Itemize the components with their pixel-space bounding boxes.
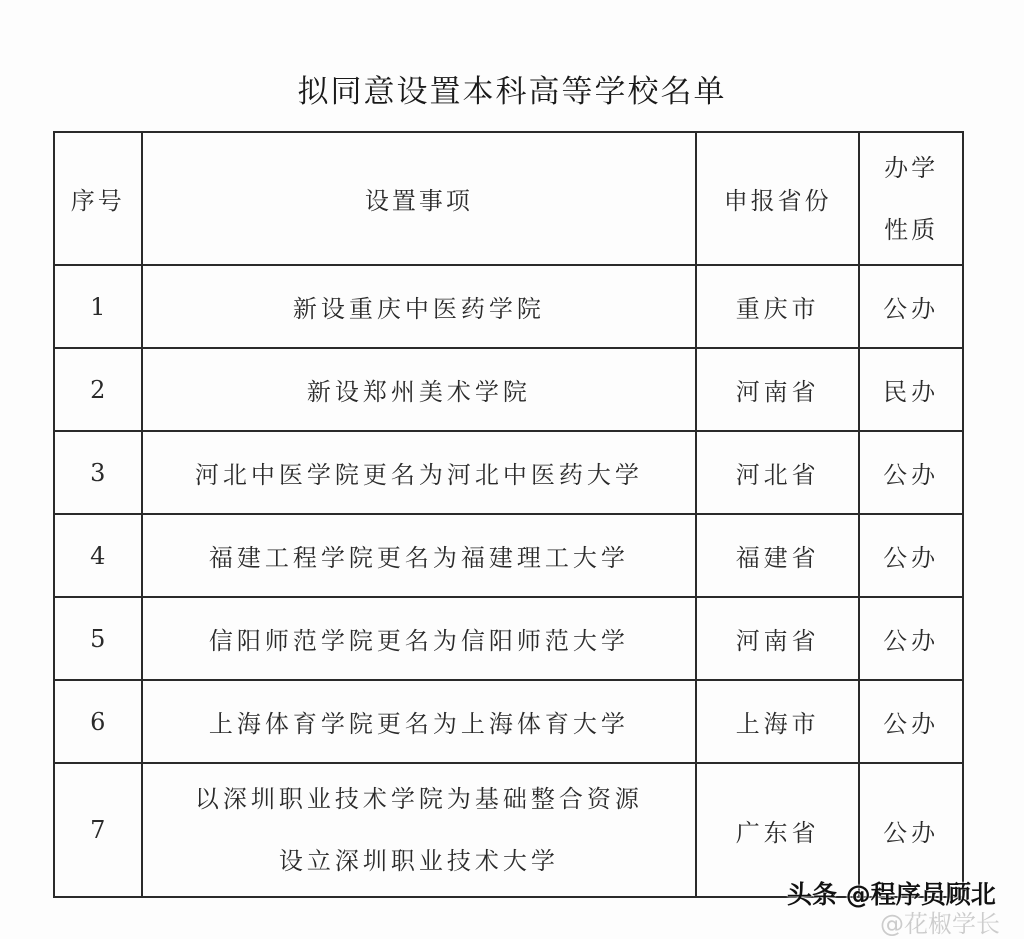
header-province: 申报省份	[696, 132, 859, 265]
row-item: 新设郑州美术学院	[142, 348, 697, 431]
table-row	[54, 763, 963, 897]
faint-watermark: @花椒学长	[880, 910, 1000, 938]
row-index: 5	[54, 597, 142, 680]
row-index: 2	[54, 348, 142, 431]
row-province: 重庆市	[696, 265, 859, 348]
header-index: 序号	[54, 132, 142, 265]
row-nature: 公办	[859, 265, 963, 348]
row-province: 上海市	[696, 680, 859, 763]
table-row	[54, 265, 963, 348]
row-item-line2: 设立深圳职业技术大学	[278, 847, 559, 875]
page-title: 拟同意设置本科高等学校名单	[297, 74, 727, 110]
table-row	[54, 514, 963, 597]
row-index: 3	[54, 431, 142, 514]
watermark: 头条 @程序员顾北	[787, 880, 996, 909]
row-item: 信阳师范学院更名为信阳师范大学	[142, 597, 697, 680]
row-nature: 公办	[859, 514, 963, 597]
row-item: 上海体育学院更名为上海体育大学	[142, 680, 697, 763]
row-nature: 民办	[859, 348, 963, 431]
row-index: 7	[54, 763, 142, 897]
row-province: 福建省	[696, 514, 859, 597]
table-row	[54, 680, 963, 763]
row-index: 4	[54, 514, 142, 597]
row-item	[142, 763, 697, 897]
table-row	[54, 597, 963, 680]
header-nature	[859, 132, 963, 265]
university-list-table	[53, 131, 964, 898]
row-index: 6	[54, 680, 142, 763]
header-item: 设置事项	[142, 132, 697, 265]
table-row	[54, 348, 963, 431]
row-province: 河南省	[696, 348, 859, 431]
row-province: 河北省	[696, 431, 859, 514]
row-nature: 公办	[859, 431, 963, 514]
row-nature: 公办	[859, 597, 963, 680]
row-item-line1: 以深圳职业技术学院为基础整合资源	[194, 785, 643, 813]
row-province: 广东省	[696, 763, 859, 897]
row-item: 福建工程学院更名为福建理工大学	[142, 514, 697, 597]
table-row	[54, 431, 963, 514]
row-nature: 公办	[859, 763, 963, 897]
table-header-row	[54, 132, 963, 265]
row-item: 河北中医学院更名为河北中医药大学	[142, 431, 697, 514]
header-nature-text: 办学性质	[884, 153, 939, 244]
row-nature: 公办	[859, 680, 963, 763]
row-index: 1	[54, 265, 142, 348]
row-province: 河南省	[696, 597, 859, 680]
row-item: 新设重庆中医药学院	[142, 265, 697, 348]
